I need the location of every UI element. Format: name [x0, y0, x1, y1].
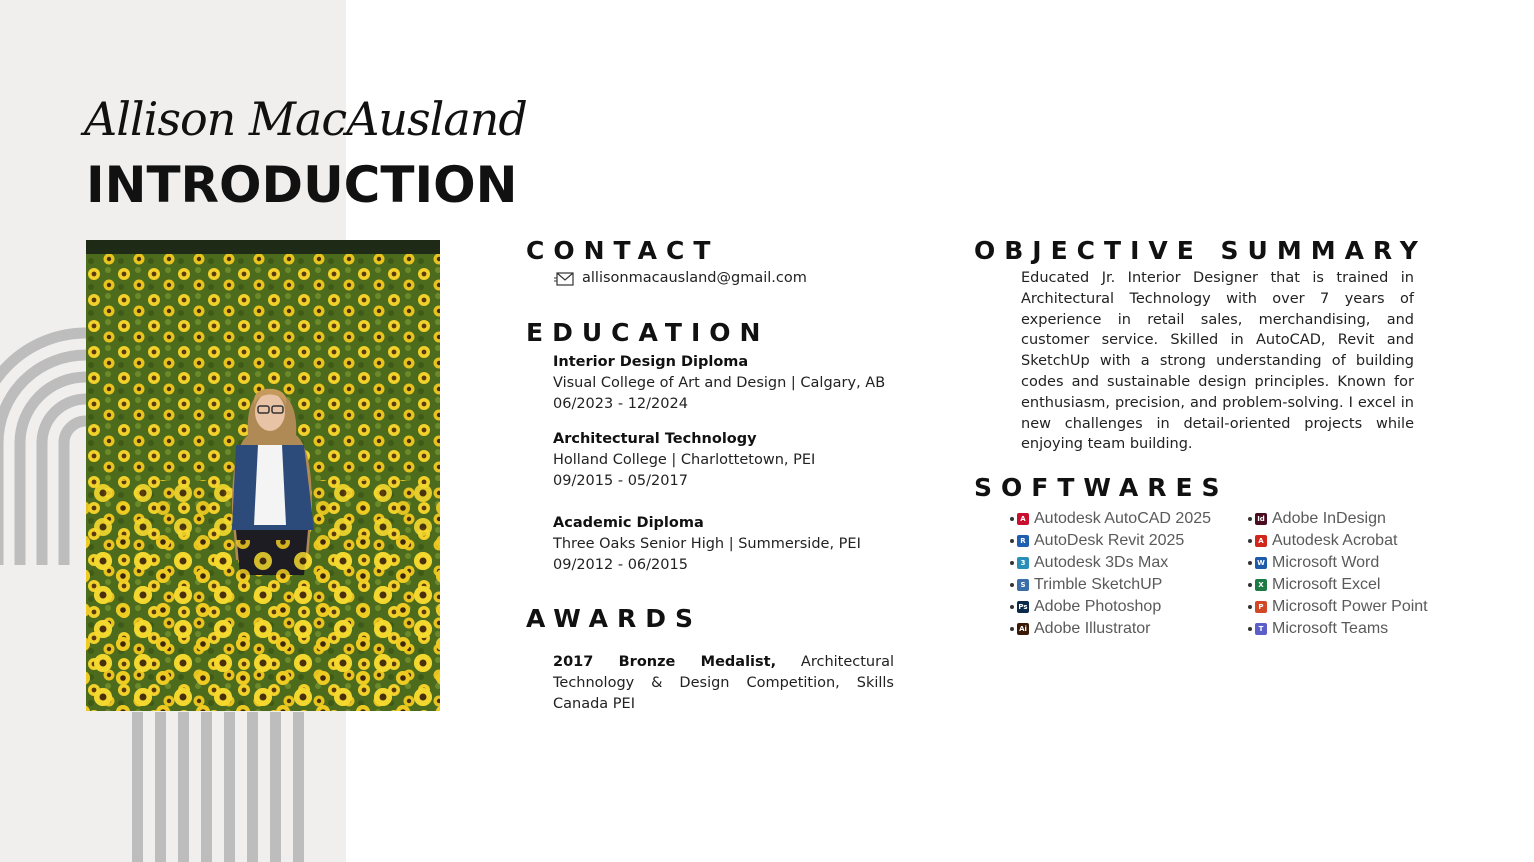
bullet-icon: [1010, 627, 1014, 631]
software-label: Microsoft Word: [1272, 554, 1380, 571]
bullet-icon: [1248, 605, 1252, 609]
illustrator-icon: Ai: [1017, 623, 1029, 635]
name-signature: Allison MacAusland: [84, 92, 527, 146]
software-label: Autodesk AutoCAD 2025: [1034, 510, 1212, 527]
contact-email-line: [554, 268, 807, 289]
indesign-icon: Id: [1255, 513, 1267, 525]
education-heading: EDUCATION: [526, 318, 770, 347]
software-item: [1248, 508, 1428, 530]
teams-icon: T: [1255, 623, 1267, 635]
excel-icon: X: [1255, 579, 1267, 591]
education-school: Three Oaks Senior High | Summerside, PEI: [553, 536, 861, 552]
education-item: [553, 352, 885, 415]
software-item: [1010, 552, 1211, 574]
education-dates: 06/2023 - 12/2024: [553, 396, 688, 412]
bullet-icon: [1010, 539, 1014, 543]
software-item: [1248, 530, 1428, 552]
decorative-bars: [130, 712, 310, 862]
objective-heading: OBJECTIVE SUMMARY: [974, 236, 1427, 265]
bullet-icon: [1248, 539, 1252, 543]
software-label: Microsoft Power Point: [1272, 598, 1428, 615]
page-title: INTRODUCTION: [86, 156, 518, 214]
software-label: Adobe Photoshop: [1034, 598, 1162, 615]
sunflower-photo-image: [86, 240, 440, 711]
education-item: [553, 429, 815, 492]
software-label: Adobe InDesign: [1272, 510, 1386, 527]
revit-icon: R: [1017, 535, 1029, 547]
software-label: Trimble SketchUP: [1034, 576, 1163, 593]
3ds-max-icon: 3: [1017, 557, 1029, 569]
software-label: Adobe Illustrator: [1034, 620, 1151, 637]
word-icon: W: [1255, 557, 1267, 569]
award-title: 2017 Bronze Medalist,: [553, 654, 777, 670]
contact-email[interactable]: allisonmacausland@gmail.com: [582, 270, 807, 286]
software-list-right: [1248, 508, 1428, 640]
education-item: [553, 513, 861, 576]
software-item: [1248, 618, 1428, 640]
powerpoint-icon: P: [1255, 601, 1267, 613]
software-label: Microsoft Excel: [1272, 576, 1381, 593]
softwares-heading: SOFTWARES: [974, 473, 1229, 502]
bullet-icon: [1248, 517, 1252, 521]
awards-heading: AWARDS: [526, 604, 703, 633]
software-list-left: [1010, 508, 1211, 640]
software-label: AutoDesk Revit 2025: [1034, 532, 1185, 549]
bullet-icon: [1010, 605, 1014, 609]
education-dates: 09/2015 - 05/2017: [553, 473, 688, 489]
objective-text: Educated Jr. Interior Designer that is trained in Architectural Technology with over 7 years of experience in retail sales, merchandising, and customer service. Skilled in AutoCAD, Revit and SketchUp with a strong understanding of building codes and sustainable design principles. Known for enthusiasm, precision, and problem-solving. I excel in new challenges in detail-oriented projects while enjoying team building.: [1021, 270, 1414, 453]
education-title: Architectural Technology: [553, 431, 757, 447]
software-label: Autodesk 3Ds Max: [1034, 554, 1169, 571]
software-item: [1010, 618, 1211, 640]
autocad-icon: A: [1017, 513, 1029, 525]
photoshop-icon: Ps: [1018, 603, 1028, 611]
software-item: [1010, 574, 1211, 596]
software-item: [1248, 574, 1428, 596]
bullet-icon: [1248, 627, 1252, 631]
software-item: [1010, 596, 1211, 618]
bullet-icon: [1010, 517, 1014, 521]
bullet-icon: [1248, 561, 1252, 565]
education-dates: 09/2012 - 06/2015: [553, 557, 688, 573]
education-title: Academic Diploma: [553, 515, 704, 531]
bullet-icon: [1010, 583, 1014, 587]
envelope-icon: [554, 272, 574, 286]
profile-photo: [86, 240, 440, 711]
bullet-icon: [1248, 583, 1252, 587]
software-item: [1010, 508, 1211, 530]
awards-text: [553, 652, 894, 715]
software-item: [1248, 552, 1428, 574]
sketchup-icon: S: [1017, 579, 1029, 591]
software-label: Autodesk Acrobat: [1272, 532, 1398, 549]
education-school: Holland College | Charlottetown, PEI: [553, 452, 816, 468]
contact-heading: CONTACT: [526, 236, 720, 265]
bullet-icon: [1010, 561, 1014, 565]
software-item: [1248, 596, 1428, 618]
decorative-arcs: [0, 325, 90, 565]
education-school: Visual College of Art and Design | Calgary, AB: [553, 375, 886, 391]
software-item: [1010, 530, 1211, 552]
acrobat-icon: A: [1255, 535, 1267, 547]
software-label: Microsoft Teams: [1272, 620, 1389, 637]
education-title: Interior Design Diploma: [553, 354, 749, 370]
award-description: Architectural Technology & Design Competition, Skills Canada PEI: [553, 654, 894, 712]
